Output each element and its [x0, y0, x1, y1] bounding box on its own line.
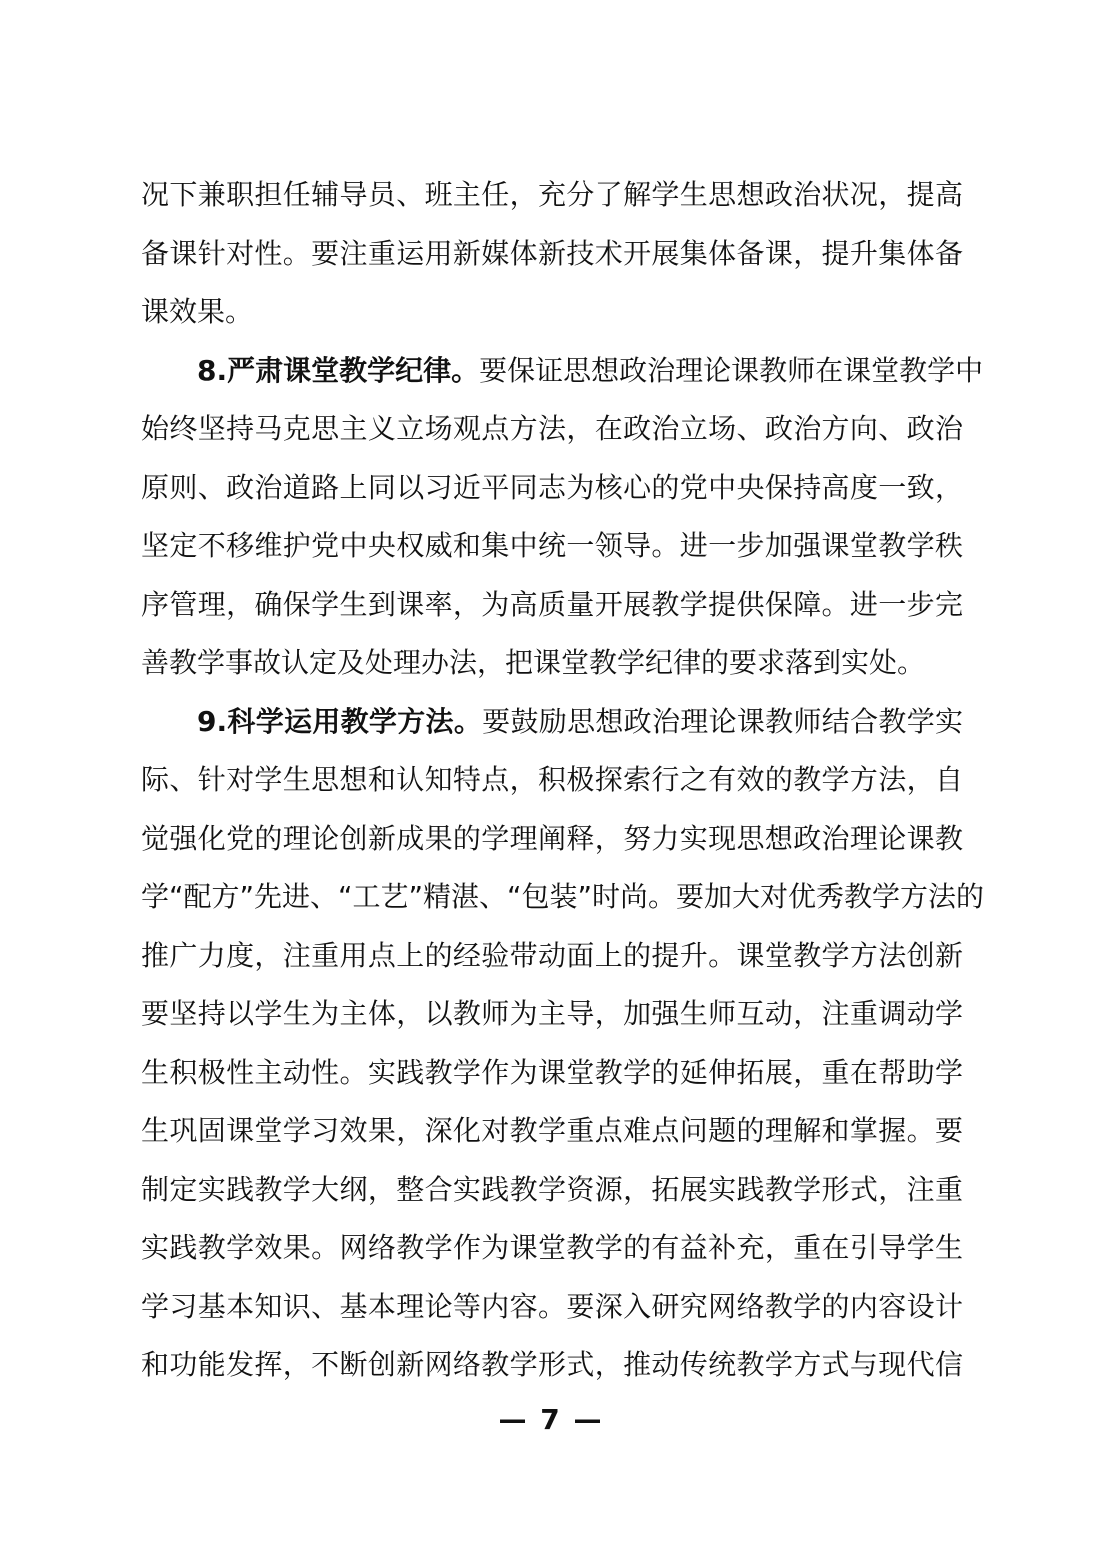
text-line: 备课针对性。要注重运用新媒体新技术开展集体备课，提升集体备 [141, 236, 963, 270]
body-text [141, 166, 985, 1395]
text-line: 实践教学效果。网络教学作为课堂教学的有益补充，重在引导学生 [141, 1231, 963, 1264]
text-line: 学“配方”先进、“工艺”精湛、“包装”时尚。要加大对优秀教学方法的 [141, 880, 985, 913]
text-line: 际、针对学生思想和认知特点，积极探索行之有效的教学方法，自 [141, 763, 963, 796]
text-line: 始终坚持马克思主义立场观点方法，在政治立场、政治方向、政治 [141, 412, 963, 445]
text-line: 课效果。 [141, 295, 254, 328]
section-8-text: 要保证思想政治理论课教师在课堂教学中 [479, 353, 984, 387]
section-9-text: 要鼓励思想政治理论课教师结合教学实 [482, 704, 963, 738]
text-line: 觉强化党的理论创新成果的学理阐释，努力实现思想政治理论课教 [141, 821, 963, 855]
text-line: 制定实践教学大纲，整合实践教学资源，拓展实践教学形式，注重 [141, 1172, 963, 1206]
text-line: 况下兼职担任辅导员、班主任，充分了解学生思想政治状况，提高 [141, 178, 963, 211]
text-line: 学习基本知识、基本理论等内容。要深入研究网络教学的内容设计 [141, 1289, 963, 1323]
page-number: — 7 — [498, 1403, 604, 1436]
text-line: 序管理，确保学生到课率，为高质量开展教学提供保障。进一步完 [141, 587, 963, 621]
text-line: 要坚持以学生为主体，以教师为主导，加强生师互动，注重调动学 [141, 997, 963, 1030]
text-line: 坚定不移维护党中央权威和集中统一领导。进一步加强课堂教学秩 [141, 529, 963, 562]
text-line: 善教学事故认定及处理办法，把课堂教学纪律的要求落到实处。 [141, 646, 926, 679]
section-9-heading: 9.科学运用教学方法。 [197, 704, 483, 738]
section-8-heading: 8.严肃课堂教学纪律。 [197, 353, 480, 387]
text-line: 推广力度，注重用点上的经验带动面上的提升。课堂教学方法创新 [141, 938, 963, 972]
text-line: 生积极性主动性。实践教学作为课堂教学的延伸拓展，重在帮助学 [141, 1055, 963, 1089]
text-line: 生巩固课堂学习效果，深化对教学重点难点问题的理解和掌握。要 [141, 1114, 963, 1147]
text-line: 原则、政治道路上同以习近平同志为核心的党中央保持高度一致， [141, 470, 963, 504]
text-line: 和功能发挥，不断创新网络教学形式，推动传统教学方式与现代信 [141, 1348, 963, 1381]
section-8-line [141, 342, 984, 401]
section-9-line [141, 693, 963, 752]
